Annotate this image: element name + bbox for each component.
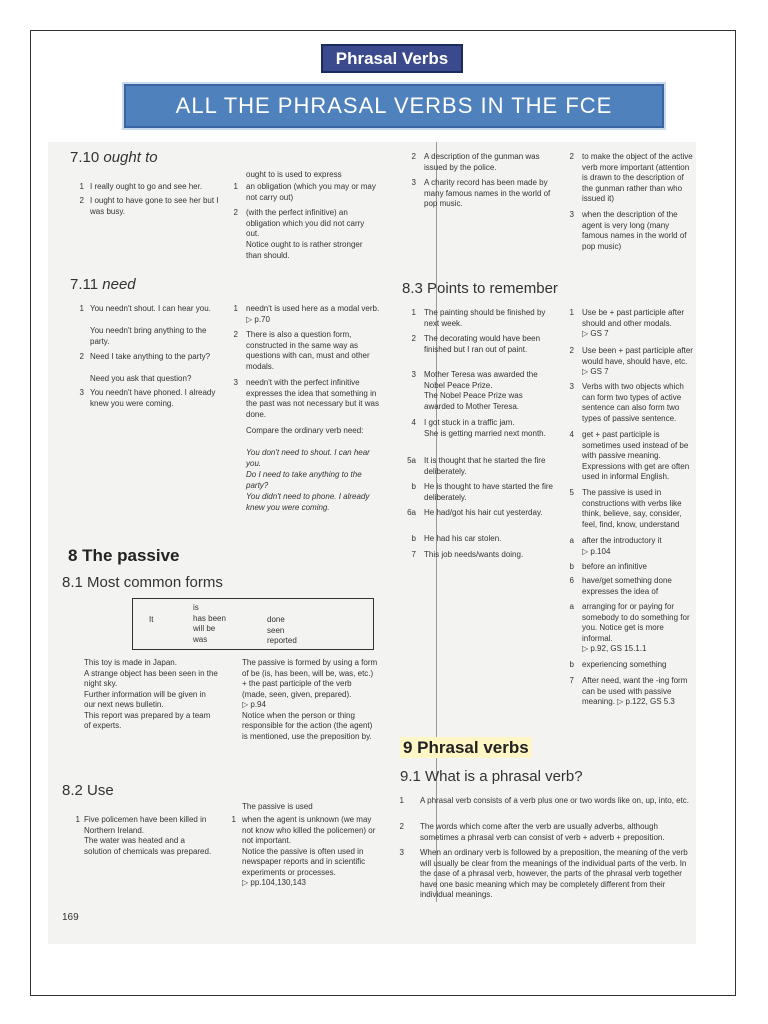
item-number: 1 [233,304,238,313]
item-number: 4 [569,430,574,439]
example-text: You needn't shout. I can hear you. [90,304,211,313]
definition-text: When an ordinary verb is followed by a preposition, the meaning of the verb will usually be clear from the meanings of the individual parts of the verb. In the case of a phrasal verb, however, the parts of the phrasal verb together have one basic meaning which may be completely different from their individual meanings. [420,848,688,899]
heading-7-10 [70,149,158,166]
table-cell: was [193,634,208,644]
example-text: I ought to have gone to see her but I was busy. [90,196,219,216]
note-text: The passive is formed by using a form of be (is, has been, will be, was, etc.) + the past participle of the verb (made, seen, given, prepared). ▷ p.94 Notice when the person or thing responsible for the action (the agent) is mentioned, use the preposition by. [242,658,378,741]
example-text: Five policemen have been killed in Northern Ireland. The water was heated and a solution of chemicals was prepared. [84,815,212,856]
item-number: 1 [233,182,238,191]
note-text: when the description of the agent is very long (many famous names in the world of pop music) [582,210,687,251]
item-number: b [569,660,574,669]
item-number: 2 [233,208,238,217]
item-number: 3 [411,370,416,379]
note-text: Do I need to take anything to the party? [246,470,362,490]
item-number: 2 [399,822,404,831]
item-number: 3 [399,848,404,857]
example-text: You needn't bring anything to the party. [90,326,207,346]
section-badge: Phrasal Verbs [321,44,463,73]
item-number: 1 [399,796,404,805]
note-text: an obligation (which you may or may not carry out) [246,182,376,202]
heading-8-3: 8.3 Points to remember [402,280,558,297]
note-text: experiencing something [582,660,667,669]
note-text: You didn't need to phone. I already knew you were coming. [246,492,370,512]
page-banner-title: ALL THE PHRASAL VERBS IN THE FCE [124,84,664,128]
item-number: 3 [411,178,416,187]
example-text: I really ought to go and see her. [90,182,203,191]
note-intro: The passive is used [242,802,313,811]
note-text: Notice ought to is rather stronger than should. [246,240,363,260]
example-text: Need you ask that question? [90,374,192,383]
example-text: It is thought that he started the fire deliberately. [424,456,546,476]
heading-number: 7.10 [70,149,100,166]
example-text: Need I take anything to the party? [90,352,211,361]
heading-8-1: 8.1 Most common forms [62,574,223,591]
item-number: 1 [79,182,84,191]
item-number: a [569,602,574,611]
note-text: before an infinitive [582,562,647,571]
table-verb-list [267,615,297,647]
note-text: You don't need to shout. I can hear you. [246,448,370,468]
page-number: 169 [62,912,79,923]
note-text: to make the object of the active verb more important (attention is drawn to the description of the gunman rather than who issued it) [582,152,693,203]
item-number: 2 [233,330,238,339]
example-text: You needn't have phoned. I already knew you were coming. [90,388,216,408]
item-number: 2 [79,196,84,205]
example-text: He had/got his hair cut yesterday. [424,508,543,517]
example-text: I got stuck in a traffic jam. She is getting married next month. [424,418,546,438]
example-text: The decorating would have been finished but I ran out of paint. [424,334,541,354]
note-text: The passive is used in constructions with verbs like think, believe, say, consider, feel, find, know, understand [582,488,682,529]
item-number: 1 [79,304,84,313]
note-text: There is also a question form, constructed in the same way as questions with can, must and other modals. [246,330,370,371]
example-text: Mother Teresa was awarded the Nobel Peace Prize. The Nobel Peace Prize was awarded to Mother Teresa. [424,370,538,411]
note-text: when the agent is unknown (we may not know who killed the policemen) or not important. Notice the passive is often used in newspaper reports and in scientific experiments or processes. ▷ pp.104,130,143 [242,815,376,887]
item-number: 3 [233,378,238,387]
item-number: 2 [411,334,416,343]
note-text: have/get something done expresses the idea of [582,576,672,596]
heading-word: ought to [103,149,158,166]
item-number: 1 [569,308,574,317]
table-subject: It [149,615,154,624]
table-aux-list [193,603,226,645]
table-cell: is [193,603,199,612]
note-text: (with the perfect infinitive) an obligation which you did not carry out. [246,208,365,238]
item-number: 2 [79,352,84,361]
item-number: b [411,534,416,543]
note-text: Use been + past participle after would have, should have, etc. ▷ GS 7 [582,346,693,376]
heading-7-11 [70,276,136,293]
heading-9: 9 Phrasal verbs [400,737,532,758]
item-number: 6 [569,576,574,585]
item-number: 2 [569,346,574,355]
item-number: 7 [569,676,574,685]
note-text: After need, want the -ing form can be used with passive meaning. ▷ p.122, GS 5.3 [582,676,688,706]
table-cell: done [267,615,285,624]
example-text: This job needs/wants doing. [424,550,524,559]
item-number: 7 [411,550,416,559]
column-divider [436,142,437,902]
item-number: b [569,562,574,571]
item-number: 3 [569,210,574,219]
example-text: He is thought to have started the fire deliberately. [424,482,553,502]
note-text: Use be + past participle after should and other modals. ▷ GS 7 [582,308,685,338]
example-text: A description of the gunman was issued by the police. [424,152,540,172]
note-text: Verbs with two objects which can form two types of active sentence can also form two types of passive sentence. [582,382,684,423]
item-number: 3 [569,382,574,391]
item-number: a [569,536,574,545]
table-cell: has been [193,613,226,623]
table-cell: will be [193,624,216,633]
passive-forms-table [132,598,374,650]
item-number: 2 [569,152,574,161]
note-text: get + past participle is sometimes used instead of be with passive meaning. Expressions with get are often used in informal English. [582,430,690,481]
heading-8: 8 The passive [68,546,180,565]
note-text: arranging for or paying for somebody to do something for you. Notice get is more informal. ▷ p.92, GS 15.1.1 [582,602,690,653]
definition-text: A phrasal verb consists of a verb plus one or two words like on, up, into, etc. [420,796,690,805]
item-number: 1 [75,815,80,824]
note-text: needn't is used here as a modal verb. ▷ p.70 [246,304,380,324]
heading-word: need [102,276,136,293]
example-text: The painting should be finished by next week. [424,308,546,328]
item-number: 1 [231,815,236,824]
definition-text: The words which come after the verb are usually adverbs, although sometimes a phrasal verb can consist of verb + adverb + preposition. [420,822,665,842]
item-number: 2 [411,152,416,161]
heading-number: 7.11 [70,276,99,293]
item-number: 3 [79,388,84,397]
example-text: This toy is made in Japan. A strange object has been seen in the night sky. Further information will be given in our next news bulletin. This report was prepared by a team of experts. [84,658,218,730]
table-cell: seen [267,625,285,635]
note-text: needn't with the perfect infinitive expresses the idea that something in the past was not necessary but it was done. [246,378,379,419]
scanned-page [48,142,696,944]
heading-8-2: 8.2 Use [62,782,114,799]
heading-9-1: 9.1 What is a phrasal verb? [400,768,583,785]
item-number: 5a [407,456,416,465]
item-number: b [411,482,416,491]
item-number: 5 [569,488,574,497]
example-text: He had his car stolen. [424,534,502,543]
item-number: 1 [411,308,416,317]
heading-9-wrap [400,738,532,758]
note-intro: ought to is used to express [246,170,342,179]
note-text: Compare the ordinary verb need: [246,426,364,435]
example-text: A charity record has been made by many famous names in the world of pop music. [424,178,551,208]
item-number: 4 [411,418,416,427]
item-number: 6a [407,508,416,517]
table-cell: reported [267,636,297,645]
note-text: after the introductory it ▷ p.104 [582,536,662,556]
